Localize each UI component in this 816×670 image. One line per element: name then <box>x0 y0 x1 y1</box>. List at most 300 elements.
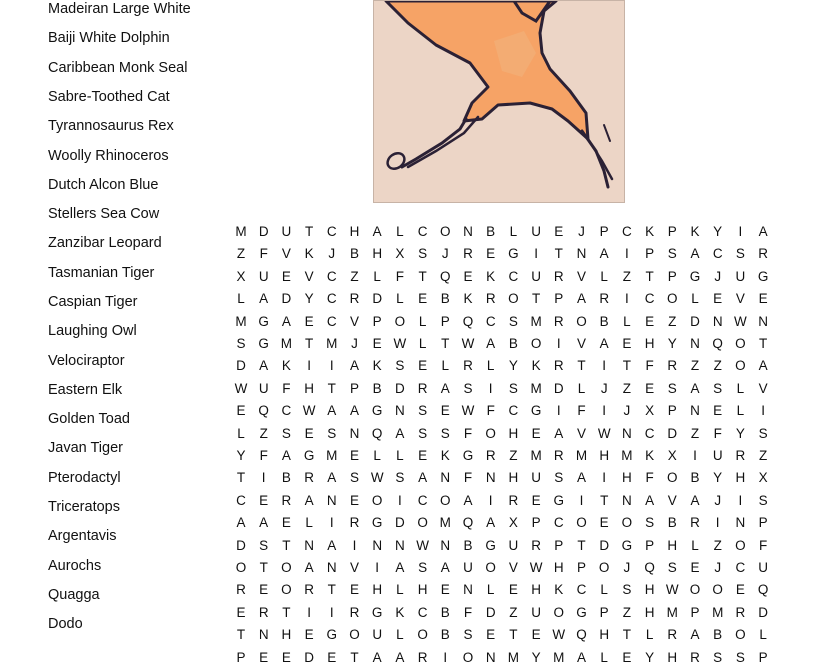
grid-letter[interactable]: Y <box>304 291 314 307</box>
grid-letter[interactable]: H <box>644 604 655 620</box>
grid-letter[interactable]: E <box>508 582 518 598</box>
grid-letter[interactable]: Q <box>757 582 769 598</box>
grid-letter[interactable]: L <box>396 582 404 598</box>
grid-letter[interactable]: Z <box>236 246 246 262</box>
grid-letter[interactable]: R <box>735 604 746 620</box>
grid-letter[interactable]: P <box>440 313 450 329</box>
grid-letter[interactable]: R <box>553 358 564 374</box>
grid-letter[interactable]: M <box>235 313 247 329</box>
grid-letter[interactable]: C <box>236 492 246 508</box>
grid-letter[interactable]: W <box>597 425 611 441</box>
grid-letter[interactable]: I <box>534 246 538 262</box>
grid-letter[interactable]: O <box>667 470 678 486</box>
grid-letter[interactable]: H <box>644 336 655 351</box>
grid-letter[interactable]: E <box>713 291 723 307</box>
grid-letter[interactable]: S <box>508 313 518 329</box>
grid-letter[interactable]: U <box>508 537 519 553</box>
grid-letter[interactable]: S <box>735 649 745 665</box>
grid-letter[interactable]: W <box>416 537 429 553</box>
grid-letter[interactable]: T <box>282 604 291 620</box>
grid-letter[interactable]: O <box>735 358 746 374</box>
grid-letter[interactable]: I <box>261 470 266 486</box>
grid-letter[interactable]: I <box>307 604 311 620</box>
grid-letter[interactable]: A <box>395 425 405 441</box>
grid-letter[interactable]: X <box>667 448 677 463</box>
grid-letter[interactable]: U <box>463 560 473 575</box>
grid-letter[interactable]: F <box>259 246 268 262</box>
grid-letter[interactable]: C <box>485 313 496 329</box>
grid-letter[interactable]: Z <box>350 268 359 284</box>
grid-letter[interactable]: A <box>486 515 496 531</box>
grid-letter[interactable]: H <box>644 582 655 598</box>
grid-letter[interactable]: O <box>417 515 428 531</box>
grid-letter[interactable]: K <box>395 604 405 620</box>
grid-letter[interactable]: L <box>305 515 313 531</box>
grid-letter[interactable]: H <box>531 582 541 598</box>
grid-letter[interactable]: H <box>417 582 428 598</box>
grid-letter[interactable]: I <box>329 604 334 620</box>
grid-letter[interactable]: A <box>645 492 655 508</box>
grid-letter[interactable]: S <box>622 582 632 598</box>
grid-letter[interactable]: J <box>441 246 449 262</box>
grid-letter[interactable]: I <box>579 492 584 508</box>
grid-letter[interactable]: I <box>352 537 357 553</box>
grid-letter[interactable]: E <box>304 425 314 441</box>
grid-letter[interactable]: P <box>576 560 586 575</box>
grid-letter[interactable]: L <box>486 582 495 598</box>
grid-letter[interactable]: L <box>577 380 586 396</box>
grid-letter[interactable]: E <box>531 627 541 643</box>
grid-letter[interactable]: O <box>462 649 474 665</box>
grid-letter[interactable]: R <box>304 470 314 486</box>
grid-letter[interactable]: B <box>440 627 450 643</box>
grid-letter[interactable]: M <box>326 448 338 463</box>
grid-letter[interactable]: A <box>599 246 609 262</box>
grid-letter[interactable]: O <box>281 560 292 575</box>
grid-letter[interactable]: C <box>712 246 723 262</box>
grid-letter[interactable]: I <box>715 515 720 531</box>
grid-letter[interactable]: S <box>418 425 428 441</box>
grid-letter[interactable]: K <box>304 246 314 262</box>
grid-letter[interactable]: B <box>486 224 496 239</box>
grid-letter[interactable]: Y <box>508 358 518 374</box>
grid-letter[interactable]: U <box>258 268 269 284</box>
grid-letter[interactable]: A <box>554 425 564 441</box>
grid-letter[interactable]: E <box>486 627 496 643</box>
grid-letter[interactable]: D <box>758 604 768 620</box>
grid-letter[interactable]: E <box>349 582 359 598</box>
grid-letter[interactable]: L <box>418 313 427 329</box>
grid-letter[interactable]: T <box>304 336 314 351</box>
grid-letter[interactable]: D <box>236 537 246 553</box>
grid-letter[interactable]: R <box>553 268 564 284</box>
grid-letter[interactable]: L <box>396 627 404 643</box>
grid-letter[interactable]: R <box>735 448 746 463</box>
grid-letter[interactable]: L <box>418 336 427 351</box>
grid-letter[interactable]: O <box>440 224 451 239</box>
grid-letter[interactable]: U <box>531 470 541 486</box>
grid-letter[interactable]: J <box>600 380 608 396</box>
grid-letter[interactable]: W <box>734 313 747 329</box>
grid-letter[interactable]: I <box>738 224 743 239</box>
grid-letter[interactable]: I <box>556 403 561 419</box>
grid-letter[interactable]: A <box>576 291 586 307</box>
grid-letter[interactable]: N <box>485 470 496 486</box>
grid-letter[interactable]: E <box>281 268 291 284</box>
grid-letter[interactable]: D <box>258 224 269 239</box>
grid-letter[interactable]: W <box>552 627 566 643</box>
grid-letter[interactable]: G <box>689 268 701 284</box>
grid-letter[interactable]: C <box>326 291 337 307</box>
grid-letter[interactable]: R <box>667 358 678 374</box>
grid-letter[interactable]: O <box>235 560 247 575</box>
grid-letter[interactable]: I <box>625 246 629 262</box>
grid-letter[interactable]: E <box>418 358 428 374</box>
grid-letter[interactable]: P <box>349 380 359 396</box>
grid-letter[interactable]: B <box>281 470 291 486</box>
grid-letter[interactable]: L <box>486 358 495 374</box>
grid-letter[interactable]: F <box>645 470 654 486</box>
grid-letter[interactable]: Y <box>713 224 723 239</box>
grid-letter[interactable]: O <box>689 582 701 598</box>
grid-letter[interactable]: D <box>395 380 405 396</box>
grid-letter[interactable]: B <box>713 627 723 643</box>
grid-letter[interactable]: S <box>554 470 564 486</box>
grid-letter[interactable]: R <box>417 649 428 665</box>
grid-letter[interactable]: T <box>531 291 541 307</box>
grid-letter[interactable]: L <box>600 582 608 598</box>
grid-letter[interactable]: O <box>371 492 383 508</box>
grid-letter[interactable]: R <box>758 246 768 262</box>
grid-letter[interactable]: V <box>735 291 745 307</box>
grid-letter[interactable]: E <box>236 403 246 419</box>
grid-letter[interactable]: I <box>602 403 607 419</box>
grid-letter[interactable]: C <box>326 224 337 239</box>
grid-letter[interactable]: I <box>738 492 743 508</box>
grid-letter[interactable]: P <box>667 224 677 239</box>
grid-letter[interactable]: N <box>258 627 269 643</box>
grid-letter[interactable]: O <box>598 560 610 575</box>
grid-letter[interactable]: O <box>735 627 746 643</box>
grid-letter[interactable]: F <box>645 358 654 374</box>
grid-letter[interactable]: D <box>395 515 405 531</box>
grid-letter[interactable]: L <box>759 627 767 643</box>
grid-letter[interactable]: F <box>282 380 291 396</box>
grid-letter[interactable]: I <box>602 358 607 374</box>
grid-letter[interactable]: S <box>463 380 473 396</box>
grid-letter[interactable]: C <box>644 425 655 441</box>
grid-letter[interactable]: E <box>259 492 269 508</box>
grid-letter[interactable]: B <box>349 246 359 262</box>
grid-letter[interactable]: P <box>758 515 768 531</box>
grid-letter[interactable]: G <box>462 448 474 463</box>
grid-letter[interactable]: I <box>398 492 402 508</box>
grid-letter[interactable]: C <box>508 403 519 419</box>
grid-letter[interactable]: M <box>439 515 451 531</box>
grid-letter[interactable]: N <box>712 313 723 329</box>
grid-letter[interactable]: A <box>576 649 586 665</box>
grid-letter[interactable]: X <box>395 246 405 262</box>
grid-letter[interactable]: R <box>553 448 564 463</box>
grid-letter[interactable]: L <box>441 358 450 374</box>
grid-letter[interactable]: H <box>281 627 292 643</box>
grid-letter[interactable]: T <box>282 537 291 553</box>
grid-letter[interactable]: P <box>599 224 609 239</box>
grid-letter[interactable]: R <box>349 604 360 620</box>
grid-letter[interactable]: P <box>531 515 541 531</box>
grid-letter[interactable]: C <box>553 515 564 531</box>
grid-letter[interactable]: E <box>304 313 314 329</box>
grid-letter[interactable]: T <box>622 627 632 643</box>
grid-letter[interactable]: H <box>667 537 678 553</box>
grid-letter[interactable]: N <box>440 470 451 486</box>
grid-letter[interactable]: V <box>576 268 586 284</box>
grid-letter[interactable]: S <box>758 425 768 441</box>
grid-letter[interactable]: S <box>667 560 677 575</box>
grid-letter[interactable]: R <box>281 492 292 508</box>
grid-letter[interactable]: M <box>235 224 247 239</box>
grid-letter[interactable]: H <box>508 425 519 441</box>
grid-letter[interactable]: N <box>395 537 405 553</box>
grid-letter[interactable]: P <box>599 604 609 620</box>
grid-letter[interactable]: A <box>395 649 405 665</box>
grid-letter[interactable]: P <box>667 403 677 419</box>
grid-letter[interactable]: S <box>259 537 269 553</box>
grid-letter[interactable]: R <box>531 537 541 553</box>
grid-letter[interactable]: E <box>758 291 768 307</box>
grid-letter[interactable]: J <box>714 492 722 508</box>
grid-letter[interactable]: Z <box>690 425 700 441</box>
grid-letter[interactable]: I <box>329 515 334 531</box>
grid-letter[interactable]: Q <box>440 268 451 284</box>
grid-letter[interactable]: J <box>623 403 631 419</box>
grid-letter[interactable]: G <box>621 537 633 553</box>
grid-letter[interactable]: M <box>530 313 542 329</box>
grid-letter[interactable]: T <box>600 492 609 508</box>
grid-letter[interactable]: T <box>327 380 336 396</box>
grid-letter[interactable]: N <box>349 425 360 441</box>
grid-letter[interactable]: A <box>259 515 269 531</box>
grid-letter[interactable]: E <box>418 291 428 307</box>
grid-letter[interactable]: R <box>236 582 246 598</box>
grid-letter[interactable]: T <box>509 627 518 643</box>
grid-letter[interactable]: T <box>259 560 268 575</box>
grid-letter[interactable]: B <box>508 336 518 351</box>
grid-letter[interactable]: E <box>531 425 541 441</box>
grid-letter[interactable]: M <box>712 604 724 620</box>
grid-letter[interactable]: L <box>509 224 518 239</box>
grid-letter[interactable]: L <box>600 268 608 284</box>
grid-letter[interactable]: G <box>326 627 338 643</box>
grid-letter[interactable]: Q <box>462 515 474 531</box>
grid-letter[interactable]: N <box>758 313 768 329</box>
grid-letter[interactable]: E <box>418 448 428 463</box>
grid-letter[interactable]: S <box>395 470 405 486</box>
grid-letter[interactable]: K <box>281 358 291 374</box>
grid-letter[interactable]: P <box>690 604 700 620</box>
grid-letter[interactable]: J <box>714 560 722 575</box>
grid-letter[interactable]: T <box>554 246 563 262</box>
grid-letter[interactable]: K <box>645 224 655 239</box>
grid-letter[interactable]: Q <box>371 425 383 441</box>
grid-letter[interactable]: E <box>486 246 496 262</box>
grid-letter[interactable]: F <box>486 403 495 419</box>
grid-letter[interactable]: T <box>236 470 246 486</box>
grid-letter[interactable]: A <box>372 224 382 239</box>
grid-letter[interactable]: W <box>529 560 543 575</box>
grid-letter[interactable]: A <box>690 380 700 396</box>
grid-letter[interactable]: A <box>758 224 768 239</box>
grid-letter[interactable]: A <box>281 313 291 329</box>
grid-letter[interactable]: N <box>372 537 383 553</box>
grid-letter[interactable]: F <box>713 425 722 441</box>
grid-letter[interactable]: T <box>304 224 314 239</box>
grid-letter[interactable]: I <box>488 380 493 396</box>
grid-letter[interactable]: A <box>690 246 700 262</box>
grid-letter[interactable]: K <box>690 224 700 239</box>
grid-letter[interactable]: E <box>259 649 269 665</box>
grid-letter[interactable]: E <box>463 268 473 284</box>
grid-letter[interactable]: O <box>349 627 360 643</box>
grid-letter[interactable]: C <box>576 582 587 598</box>
grid-letter[interactable]: C <box>281 403 292 419</box>
grid-letter[interactable]: N <box>690 336 700 351</box>
grid-letter[interactable]: E <box>281 649 291 665</box>
grid-letter[interactable]: Z <box>622 604 632 620</box>
grid-letter[interactable]: B <box>599 313 609 329</box>
grid-letter[interactable]: I <box>375 560 380 575</box>
grid-letter[interactable]: C <box>735 560 746 575</box>
grid-letter[interactable]: A <box>304 492 314 508</box>
grid-letter[interactable]: Z <box>259 425 268 441</box>
grid-letter[interactable]: E <box>622 336 632 351</box>
grid-letter[interactable]: U <box>281 224 292 239</box>
grid-letter[interactable]: Z <box>668 313 677 329</box>
grid-letter[interactable]: W <box>665 582 679 598</box>
grid-letter[interactable]: L <box>736 403 745 419</box>
grid-letter[interactable]: K <box>554 582 564 598</box>
grid-letter[interactable]: F <box>463 604 473 620</box>
grid-letter[interactable]: Y <box>667 336 677 351</box>
grid-letter[interactable]: J <box>623 560 631 575</box>
grid-letter[interactable]: L <box>237 291 245 307</box>
grid-letter[interactable]: H <box>667 649 678 665</box>
grid-letter[interactable]: K <box>645 448 655 463</box>
grid-letter[interactable]: I <box>761 403 765 419</box>
grid-letter[interactable]: G <box>508 246 519 262</box>
grid-letter[interactable]: D <box>599 537 610 553</box>
grid-letter[interactable]: O <box>508 291 519 307</box>
grid-letter[interactable]: Z <box>713 358 722 374</box>
grid-letter[interactable]: X <box>645 403 655 419</box>
grid-letter[interactable]: C <box>326 313 337 329</box>
grid-letter[interactable]: R <box>485 448 496 463</box>
grid-letter[interactable]: Z <box>690 358 700 374</box>
grid-letter[interactable]: Z <box>622 268 632 284</box>
grid-letter[interactable]: T <box>441 336 450 351</box>
grid-letter[interactable]: O <box>667 291 678 307</box>
grid-letter[interactable]: J <box>328 246 336 262</box>
grid-letter[interactable]: W <box>302 403 316 419</box>
grid-letter[interactable]: V <box>576 425 586 441</box>
grid-letter[interactable]: U <box>735 268 746 284</box>
grid-letter[interactable]: Z <box>622 380 632 396</box>
grid-letter[interactable]: G <box>485 537 496 553</box>
grid-letter[interactable]: G <box>576 604 587 620</box>
grid-letter[interactable]: C <box>508 268 519 284</box>
grid-letter[interactable]: F <box>758 537 768 553</box>
grid-letter[interactable]: B <box>372 380 382 396</box>
grid-letter[interactable]: V <box>304 268 314 284</box>
grid-letter[interactable]: M <box>621 448 633 463</box>
grid-letter[interactable]: Q <box>576 627 587 643</box>
grid-letter[interactable]: W <box>461 403 475 419</box>
grid-letter[interactable]: O <box>553 604 565 620</box>
grid-letter[interactable]: Z <box>509 604 518 620</box>
grid-letter[interactable]: U <box>372 627 383 643</box>
grid-letter[interactable]: E <box>690 560 700 575</box>
grid-letter[interactable]: A <box>418 470 428 486</box>
grid-letter[interactable]: A <box>236 515 246 531</box>
grid-letter[interactable]: S <box>395 358 405 374</box>
grid-letter[interactable]: N <box>463 582 473 598</box>
grid-letter[interactable]: S <box>645 515 655 531</box>
grid-letter[interactable]: L <box>736 380 745 396</box>
grid-letter[interactable]: G <box>371 403 383 419</box>
grid-letter[interactable]: E <box>599 515 609 531</box>
grid-letter[interactable]: R <box>553 313 564 329</box>
grid-letter[interactable]: Y <box>735 425 745 441</box>
grid-letter[interactable]: I <box>307 358 311 374</box>
grid-letter[interactable]: C <box>417 492 428 508</box>
grid-letter[interactable]: A <box>599 336 609 351</box>
grid-letter[interactable]: M <box>530 380 542 396</box>
grid-letter[interactable]: L <box>396 448 404 463</box>
grid-letter[interactable]: L <box>373 268 381 284</box>
grid-letter[interactable]: A <box>486 336 496 351</box>
grid-letter[interactable]: W <box>234 380 248 396</box>
grid-letter[interactable]: Y <box>236 448 246 463</box>
grid-letter[interactable]: L <box>691 291 699 307</box>
grid-letter[interactable]: V <box>758 380 768 396</box>
grid-letter[interactable]: M <box>530 448 542 463</box>
grid-letter[interactable]: E <box>713 403 723 419</box>
grid-letter[interactable]: G <box>530 403 542 419</box>
grid-letter[interactable]: P <box>645 246 655 262</box>
grid-letter[interactable]: T <box>327 582 336 598</box>
grid-letter[interactable]: T <box>577 537 586 553</box>
grid-letter[interactable]: T <box>622 358 632 374</box>
grid-letter[interactable]: V <box>667 492 677 508</box>
grid-letter[interactable]: R <box>349 291 360 307</box>
grid-letter[interactable]: J <box>351 336 358 351</box>
grid-letter[interactable]: T <box>418 268 427 284</box>
grid-letter[interactable]: E <box>372 336 382 351</box>
grid-letter[interactable]: Y <box>645 649 655 665</box>
grid-letter[interactable]: I <box>625 291 629 307</box>
grid-letter[interactable]: Z <box>758 448 768 463</box>
grid-letter[interactable]: F <box>395 268 405 284</box>
grid-letter[interactable]: E <box>645 313 655 329</box>
grid-letter[interactable]: A <box>372 649 382 665</box>
grid-letter[interactable]: E <box>440 582 450 598</box>
grid-letter[interactable]: S <box>418 560 428 575</box>
grid-letter[interactable]: H <box>622 470 632 486</box>
grid-letter[interactable]: I <box>488 492 493 508</box>
grid-letter[interactable]: H <box>372 582 383 598</box>
grid-letter[interactable]: G <box>371 604 383 620</box>
grid-letter[interactable]: E <box>554 224 564 239</box>
